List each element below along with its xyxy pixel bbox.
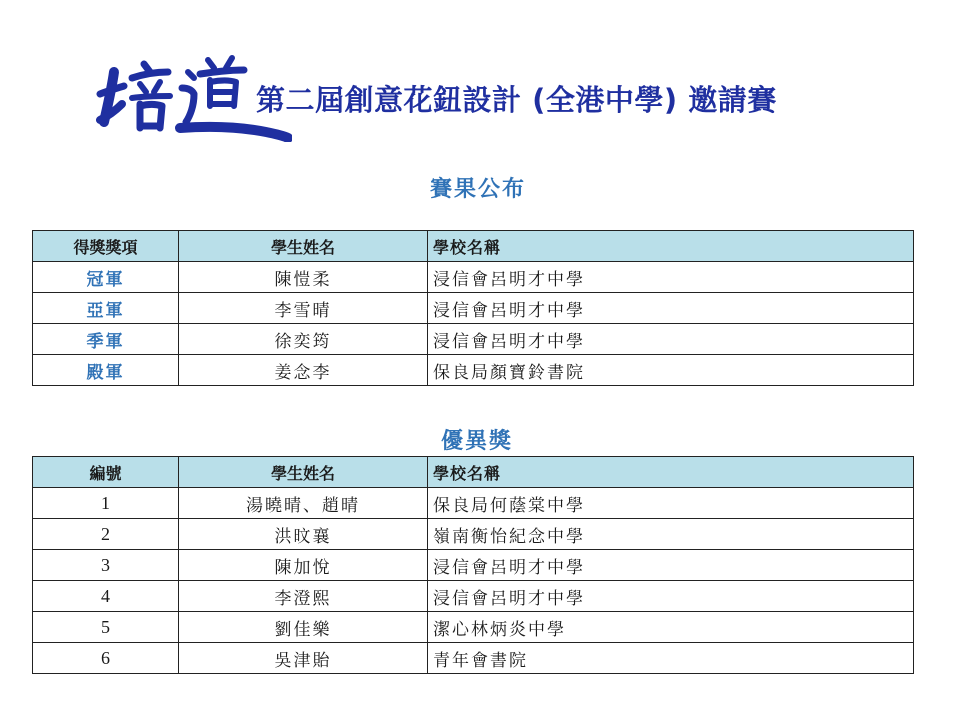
event-title: 第二屆創意花鈕設計 (全港中學) 邀請賽 bbox=[256, 83, 777, 117]
school-cell: 浸信會呂明才中學 bbox=[428, 581, 914, 612]
results-header-row bbox=[33, 231, 914, 262]
student-name-cell: 姜念李 bbox=[179, 355, 428, 386]
column-header-student-name: 學生姓名 bbox=[179, 231, 428, 262]
number-cell: 4 bbox=[33, 581, 179, 612]
results-section-title: 賽果公布 bbox=[430, 176, 527, 202]
student-name-cell: 陳愷柔 bbox=[179, 262, 428, 293]
number-cell: 5 bbox=[33, 612, 179, 643]
number-cell: 3 bbox=[33, 550, 179, 581]
student-name-cell: 李雪晴 bbox=[179, 293, 428, 324]
school-cell: 保良局顏寶鈴書院 bbox=[428, 355, 914, 386]
school-cell: 保良局何蔭棠中學 bbox=[428, 488, 914, 519]
table-row bbox=[33, 262, 914, 293]
merit-header-row bbox=[33, 457, 914, 488]
student-name-cell: 劉佳樂 bbox=[179, 612, 428, 643]
table-row bbox=[33, 293, 914, 324]
table-row bbox=[33, 550, 914, 581]
results-table bbox=[32, 230, 914, 386]
table-row bbox=[33, 519, 914, 550]
table-row bbox=[33, 488, 914, 519]
school-cell: 浸信會呂明才中學 bbox=[428, 262, 914, 293]
column-header-school: 學校名稱 bbox=[428, 457, 914, 488]
student-name-cell: 湯曉晴、趙晴 bbox=[179, 488, 428, 519]
table-row bbox=[33, 355, 914, 386]
award-cell: 季軍 bbox=[33, 324, 179, 355]
school-cell: 浸信會呂明才中學 bbox=[428, 293, 914, 324]
number-cell: 2 bbox=[33, 519, 179, 550]
student-name-cell: 陳加悅 bbox=[179, 550, 428, 581]
school-cell: 青年會書院 bbox=[428, 643, 914, 674]
school-cell: 浸信會呂明才中學 bbox=[428, 550, 914, 581]
table-row bbox=[33, 324, 914, 355]
table-row bbox=[33, 581, 914, 612]
number-cell: 6 bbox=[33, 643, 179, 674]
column-header-student-name: 學生姓名 bbox=[179, 457, 428, 488]
student-name-cell: 洪旼襄 bbox=[179, 519, 428, 550]
table-row bbox=[33, 612, 914, 643]
award-cell: 殿軍 bbox=[33, 355, 179, 386]
school-cell: 嶺南衡怡紀念中學 bbox=[428, 519, 914, 550]
student-name-cell: 徐奕筠 bbox=[179, 324, 428, 355]
column-header-award: 得獎獎項 bbox=[33, 231, 179, 262]
number-cell: 1 bbox=[33, 488, 179, 519]
award-cell: 亞軍 bbox=[33, 293, 179, 324]
student-name-cell: 吳津貽 bbox=[179, 643, 428, 674]
school-cell: 浸信會呂明才中學 bbox=[428, 324, 914, 355]
merit-section-title: 優異獎 bbox=[441, 428, 514, 454]
award-cell: 冠軍 bbox=[33, 262, 179, 293]
column-header-number: 編號 bbox=[33, 457, 179, 488]
student-name-cell: 李澄熙 bbox=[179, 581, 428, 612]
page-header bbox=[96, 42, 896, 142]
merit-table bbox=[32, 456, 914, 674]
column-header-school: 學校名稱 bbox=[428, 231, 914, 262]
table-row bbox=[33, 643, 914, 674]
school-cell: 潔心林炳炎中學 bbox=[428, 612, 914, 643]
